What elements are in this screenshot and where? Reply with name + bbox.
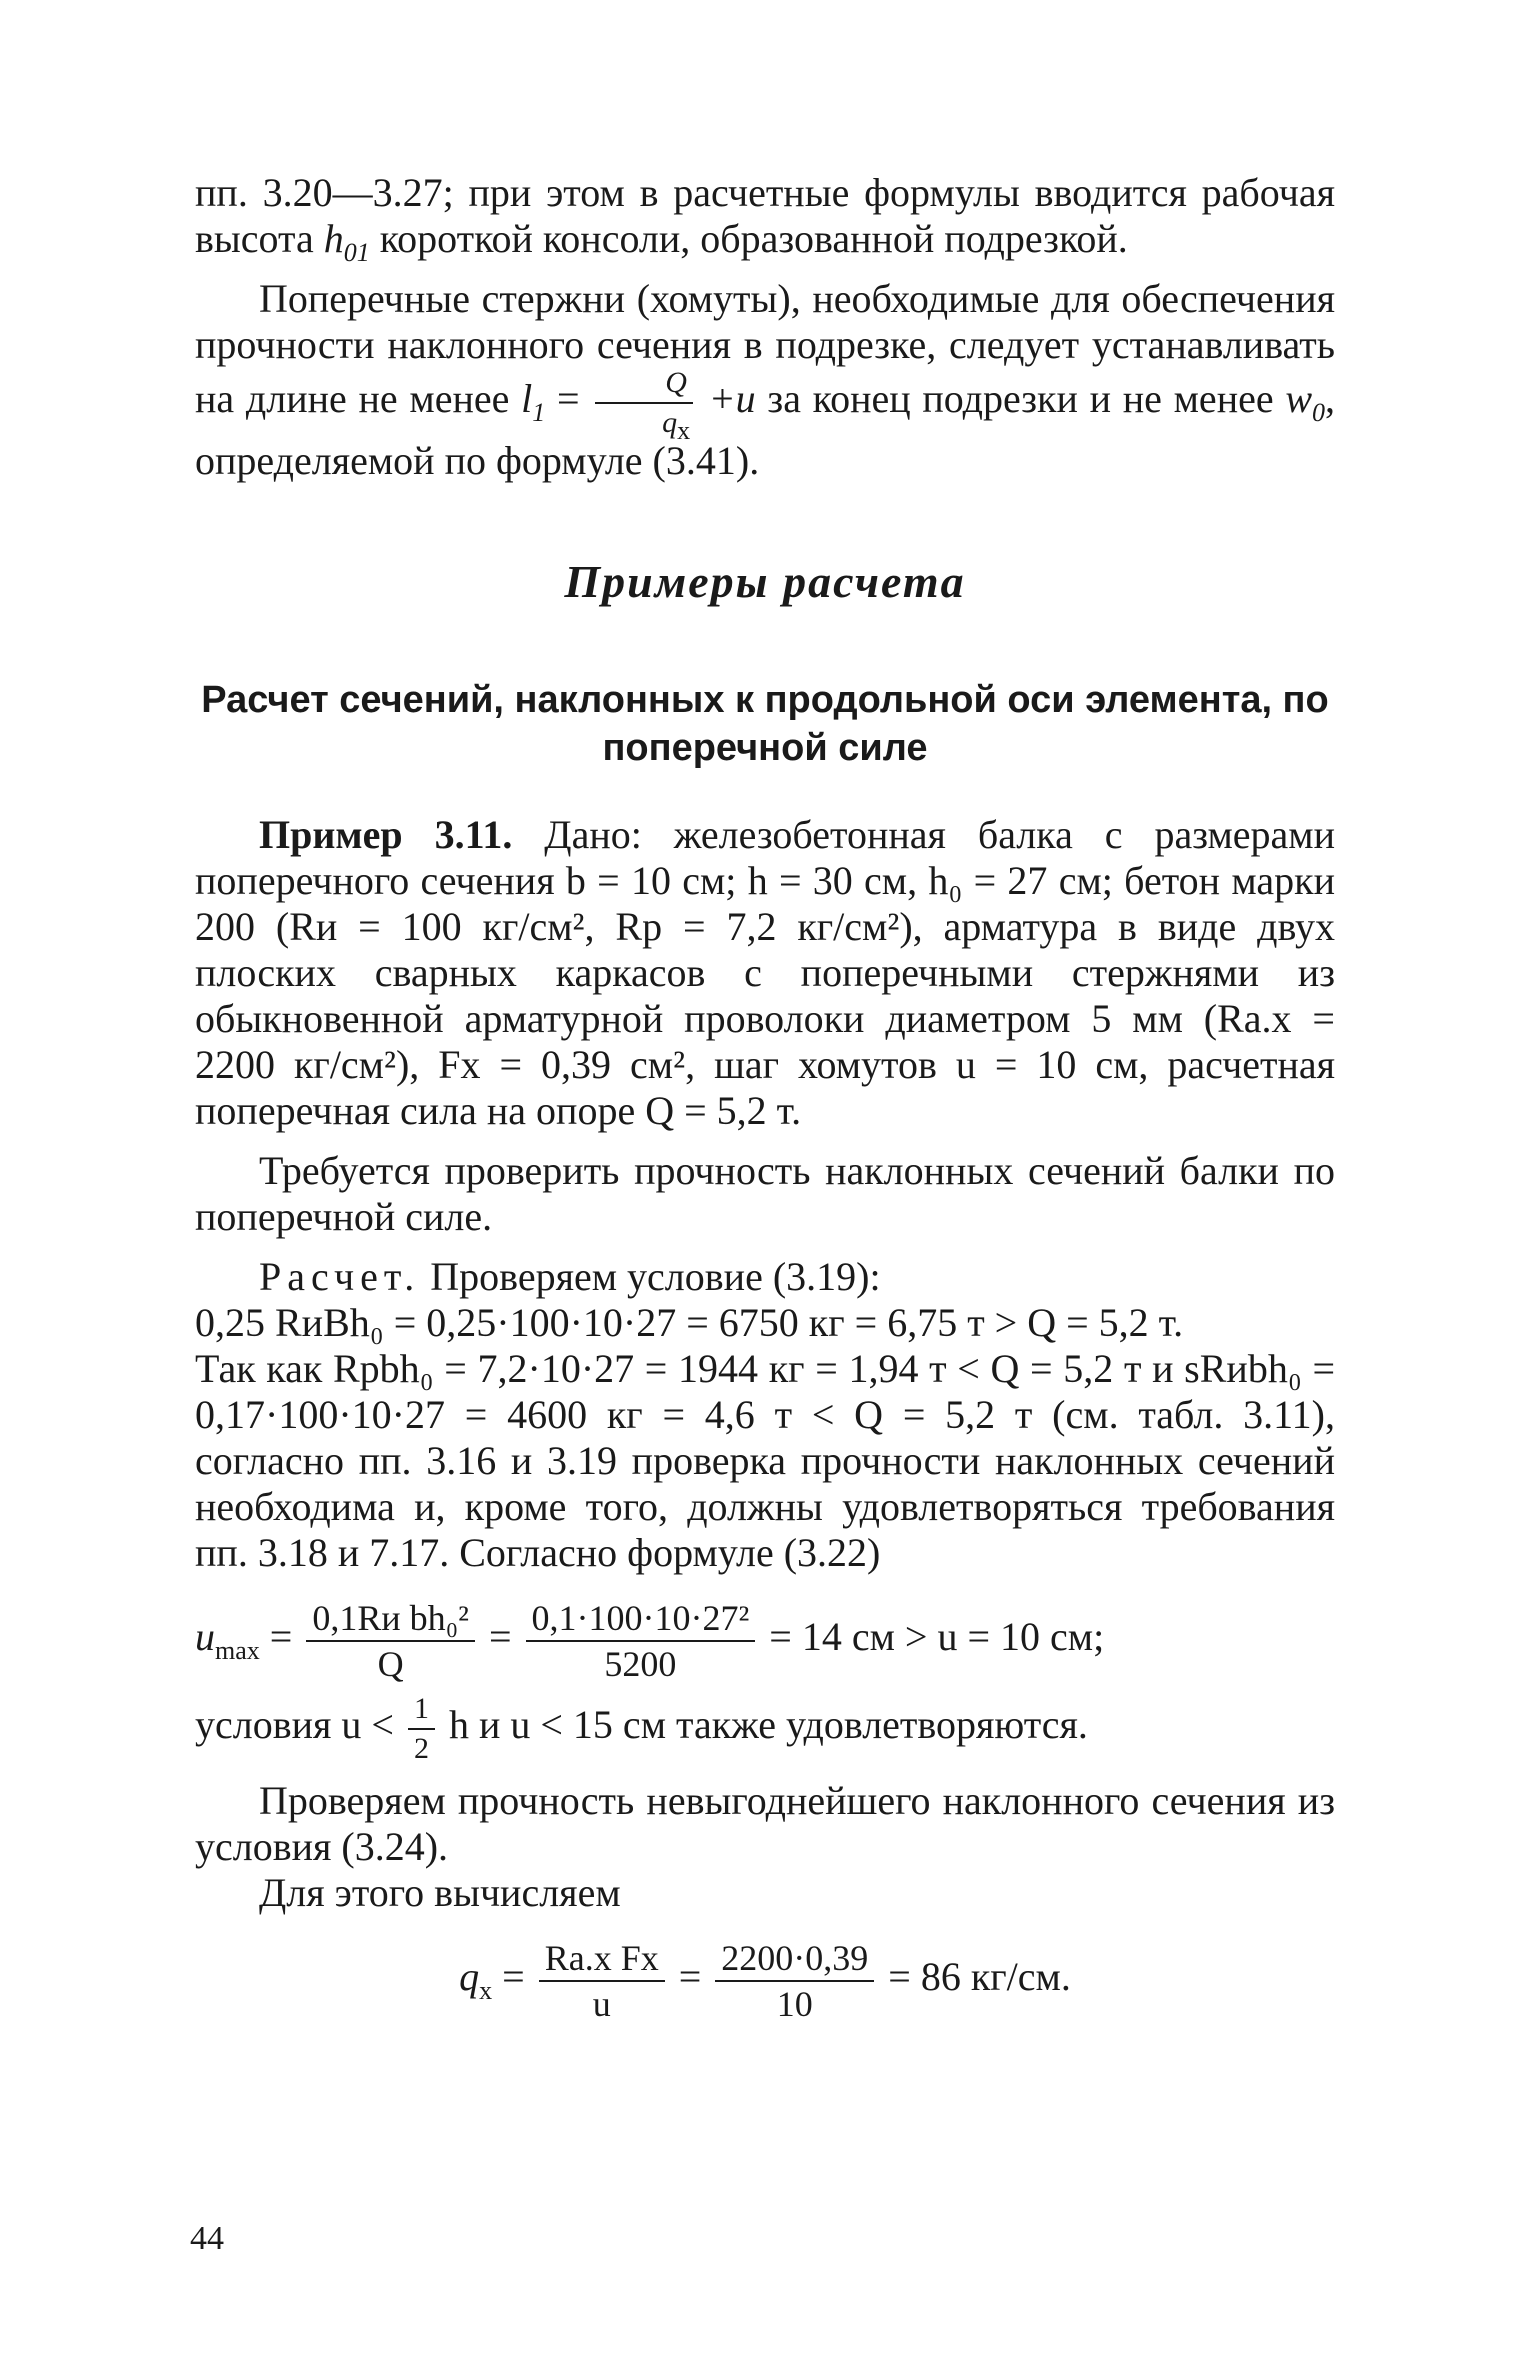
paragraph-requirement: Требуется проверить прочность наклонных сечений балки по поперечной силе. <box>195 1148 1335 1239</box>
paragraph-compute: Для этого вычисляем <box>259 1870 621 1915</box>
fraction-q-qx: $\frac{Q}{q_x}$ <box>595 368 693 438</box>
paragraph-conditions: условия u < $\frac{1}{2}$ h и u < 15 см также удовлетворяются. <box>195 1692 1088 1765</box>
calc-label: Расчет. <box>259 1254 421 1299</box>
formula-umax: $u_{max}$ = $\frac{\text{0,1Rи bh₀²}}{Q}$ = $\frac{\text{0,1·100·10·27²}}{5200}$ = 14 см > u = 10 см; <box>195 1598 1105 1684</box>
subsection-heading: Расчет сечений, наклонных к продольной оси элемента, по поперечной силе <box>201 679 1329 769</box>
section-heading-examples: Примеры расчета <box>564 556 966 607</box>
page-number: 44 <box>190 2220 224 2257</box>
paragraph-example: Пример 3.11. Дано: железобетонная балка с размерами поперечного сечения b = 10 см; h = 30 см, h₀ = 27 см; бетон марки 200 (Rи = 100 кг/см², Rр = 7,2 кг/см²), арматура в виде двух плоских сварных каркасов с поперечными стержнями из обыкновенной арматурной проволоки диаметром 5 мм (Rа.х = 2200 кг/см²), Fх = 0,39 см², шаг хомутов u = 10 см, расчетная поперечная сила на опоре Q = 5,2 т. <box>195 812 1335 1133</box>
paragraph-intro: пп. 3.20—3.27; при этом в расчетные формулы вводится рабочая высота $h_{01}$ короткой консоли, образованной подрезкой. <box>195 170 1335 267</box>
page-content <box>195 170 1335 2034</box>
fraction-half: $\frac{1}{2}$ <box>408 1694 435 1764</box>
fraction-umax-1: $\frac{\text{0,1Rи bh₀²}}{Q}$ <box>306 1600 475 1682</box>
calc-line-1: 0,25 RиBh₀ = 0,25·100·10·27 = 6750 кг = 6,75 т > Q = 5,2 т. <box>195 1300 1184 1345</box>
example-label: Пример 3.11. <box>259 812 513 857</box>
fraction-umax-2: $\frac{\text{0,1·100·10·27²}}{5200}$ <box>526 1600 756 1682</box>
paragraph-check: Проверяем прочность невыгоднейшего наклонного сечения из условия (3.24). <box>195 1778 1335 1869</box>
var-h01: $h_{01}$ <box>323 216 370 267</box>
calc-line-2: Так как Rрbh₀ = 7,2·10·27 = 1944 кг = 1,94 т < Q = 5,2 т и sRиbh₀ = 0,17·100·10·27 = 4600 кг = 4,6 т < Q = 5,2 т (см. табл. 3.11), согласно пп. 3.16 и 3.19 проверка прочности наклонных сечений необходима и, кроме того, должны удовлетворяться требования пп. 3.18 и 7.17. Согласно формуле (3.22) <box>195 1346 1335 1575</box>
fraction-qx-1: $\frac{\text{Rа.х Fх}}{u}$ <box>539 1940 665 2022</box>
var-w0: $w_0$ <box>1285 376 1326 428</box>
formula-qx: $q_x$ = $\frac{\text{Rа.х Fх}}{u}$ = $\frac{2200\cdot 0,39}{10}$ = 86 кг/см. <box>459 1938 1071 2024</box>
paragraph-calc: Расчет. Проверяем условие (3.19): <box>259 1254 881 1299</box>
paragraph-stirrups: Поперечные стержни (хомуты), необходимые для обеспечения прочности наклонного сечения в подрезке, следует устанавливать на длине не менее $l_1$ = $\frac{Q}{q_x}$ +u за конец подрезки и не менее $w_0$, определяемой по формуле (3.41). <box>195 276 1336 483</box>
var-l1: $l_1$ <box>521 376 546 428</box>
fraction-qx-2: $\frac{2200\cdot 0,39}{10}$ <box>715 1940 874 2022</box>
